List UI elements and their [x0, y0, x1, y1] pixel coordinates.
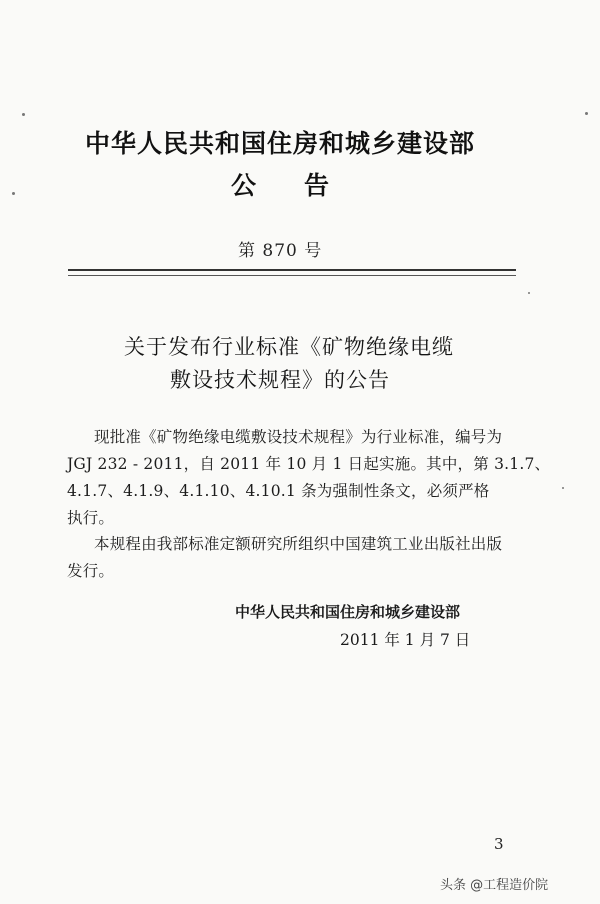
issuing-ministry-heading: 中华人民共和国住房和城乡建设部 — [84, 129, 475, 158]
header-divider-thick — [68, 269, 516, 271]
scan-speck — [12, 192, 15, 195]
scan-speck — [22, 113, 25, 116]
scan-speck — [585, 112, 588, 115]
notice-heading: 公告 — [231, 171, 378, 200]
body-text-line: JGJ 232 - 2011，自 2011 年 10 月 1 日起实施。其中，第 3.1.7、 — [67, 455, 551, 473]
notice-title-line-1: 关于发布行业标准《矿物绝缘电缆 — [124, 335, 454, 359]
scan-speck — [528, 292, 530, 294]
body-text-line: 现批准《矿物绝缘电缆敷设技术规程》为行业标准，编号为 — [94, 428, 503, 446]
document-number: 第 870 号 — [238, 241, 323, 261]
source-watermark: 头条 @工程造价院 — [440, 878, 549, 893]
signature-date: 2011 年 1 月 7 日 — [340, 631, 471, 649]
body-text-line: 发行。 — [67, 562, 115, 580]
scan-speck — [562, 487, 564, 489]
signature-organization: 中华人民共和国住房和城乡建设部 — [235, 603, 461, 621]
body-text-line: 执行。 — [67, 509, 115, 527]
header-divider-thin — [68, 275, 516, 276]
page-number: 3 — [494, 835, 504, 853]
body-text-line: 4.1.7、4.1.9、4.1.10、4.10.1 条为强制性条文，必须严格 — [67, 482, 490, 500]
body-text-line: 本规程由我部标准定额研究所组织中国建筑工业出版社出版 — [94, 535, 503, 553]
notice-title-line-2: 敷设技术规程》的公告 — [170, 368, 390, 392]
